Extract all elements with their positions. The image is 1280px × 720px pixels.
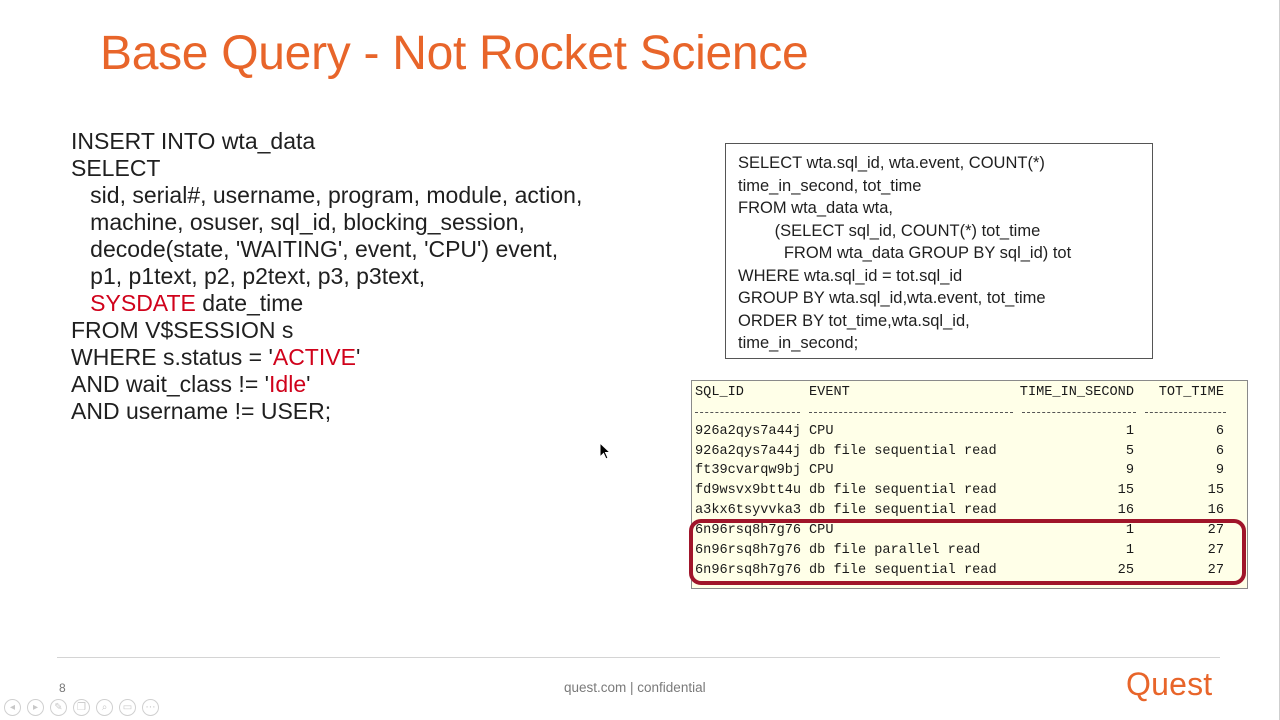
cell-sql-id: 6n96rsq8h7g76 [695, 543, 802, 558]
cell-time-in-second: 1 [1125, 543, 1134, 558]
copy-icon[interactable]: ❐ [73, 699, 90, 716]
query-fragment: date_time [195, 290, 304, 316]
cell-sql-id: 926a2qys7a44j [695, 424, 802, 439]
table-row [692, 461, 1247, 481]
footer-divider [57, 657, 1220, 658]
query-line [71, 290, 671, 317]
cell-time-in-second: 5 [1125, 444, 1134, 459]
slideshow-controls [4, 699, 159, 717]
quest-logo: Quest [1126, 666, 1213, 702]
query-fragment: WHERE s.status = ' [71, 344, 273, 370]
analysis-line: (SELECT sql_id, COUNT(*) tot_time [738, 221, 1041, 240]
separator-dash [809, 412, 1013, 413]
indent [71, 290, 90, 316]
query-line [71, 344, 671, 371]
cell-tot-time: 27 [1207, 543, 1224, 558]
analysis-line: time_in_second; [738, 334, 859, 352]
cell-time-in-second: 16 [1117, 503, 1134, 518]
footer-text: quest.com | confidential [564, 680, 706, 695]
cell-sql-id: a3kx6tsyvvka3 [695, 503, 802, 518]
analysis-line: FROM wta_data GROUP BY sql_id) tot [738, 244, 1072, 262]
page-number: 8 [59, 681, 66, 695]
prev-icon[interactable]: ◂ [4, 699, 21, 716]
cell-event: db file sequential read [809, 563, 997, 578]
cell-event: CPU [809, 523, 834, 538]
cell-time-in-second: 9 [1125, 463, 1134, 478]
query-line: INSERT INTO wta_data [71, 128, 316, 154]
analysis-line: FROM wta_data wta, [738, 199, 893, 217]
active-literal: ACTIVE [272, 344, 356, 370]
header-separator [692, 402, 1247, 422]
separator-dash [1145, 412, 1226, 413]
cell-event: CPU [809, 463, 834, 478]
cell-tot-time: 6 [1215, 424, 1224, 439]
idle-literal: Idle [269, 371, 307, 397]
cell-sql-id: ft39cvarqw9bj [695, 463, 802, 478]
cell-event: db file parallel read [809, 543, 981, 558]
column-header-tot-time: TOT_TIME [1158, 385, 1224, 400]
cell-sql-id: 926a2qys7a44j [695, 444, 802, 459]
sysdate-keyword: SYSDATE [90, 290, 196, 316]
query-line: decode(state, 'WAITING', event, 'CPU') event, [71, 236, 559, 262]
cell-time-in-second: 15 [1117, 483, 1134, 498]
table-row [692, 442, 1247, 462]
column-header-event: EVENT [809, 385, 850, 400]
cell-tot-time: 16 [1207, 503, 1224, 518]
cell-time-in-second: 1 [1125, 523, 1134, 538]
analysis-line: GROUP BY wta.sql_id,wta.event, tot_time [738, 289, 1046, 307]
analysis-line: ORDER BY tot_time,wta.sql_id, [738, 311, 970, 330]
query-fragment: ' [355, 344, 361, 370]
query-line [71, 371, 671, 398]
slides-icon[interactable]: ▭ [119, 699, 136, 716]
cell-tot-time: 27 [1207, 563, 1224, 578]
table-row [692, 501, 1247, 521]
column-header-sql-id: SQL_ID [695, 385, 744, 400]
cell-time-in-second: 1 [1125, 424, 1134, 439]
cell-time-in-second: 25 [1117, 563, 1134, 578]
column-header-time-in-second: TIME_IN_SECOND [1019, 385, 1134, 400]
zoom-icon[interactable]: ⌕ [96, 699, 113, 716]
separator-dash [1022, 412, 1136, 413]
slide-title: Base Query - Not Rocket Science [100, 27, 809, 80]
analysis-line: WHERE wta.sql_id = tot.sql_id [738, 266, 963, 285]
query-line: SELECT [71, 155, 161, 181]
cell-tot-time: 27 [1207, 523, 1224, 538]
table-header-row [692, 383, 1247, 403]
query-line: p1, p1text, p2, p2text, p3, p3text, [71, 263, 426, 289]
query-line: sid, serial#, username, program, module, action, [71, 182, 583, 208]
query-line: AND username != USER; [71, 398, 332, 424]
insert-query-text [71, 128, 671, 425]
table-row [692, 422, 1247, 442]
cell-tot-time: 9 [1215, 463, 1224, 478]
cell-sql-id: fd9wsvx9btt4u [695, 483, 802, 498]
analysis-query-box [725, 143, 1153, 359]
analysis-line: SELECT wta.sql_id, wta.event, COUNT(*) [738, 154, 1045, 172]
query-fragment: AND wait_class != ' [71, 371, 270, 397]
separator-dash [695, 412, 800, 413]
cell-sql-id: 6n96rsq8h7g76 [695, 523, 802, 538]
cell-event: db file sequential read [809, 483, 997, 498]
table-row [692, 481, 1247, 501]
more-icon[interactable]: ⋯ [142, 699, 159, 716]
cell-event: db file sequential read [809, 444, 997, 459]
query-line: FROM V$SESSION s [71, 317, 294, 343]
pen-icon[interactable]: ✎ [50, 699, 67, 716]
cell-sql-id: 6n96rsq8h7g76 [695, 563, 802, 578]
query-fragment: ' [306, 371, 311, 397]
analysis-line: time_in_second, tot_time [738, 176, 922, 195]
mouse-cursor-icon [599, 442, 611, 460]
cell-tot-time: 15 [1207, 483, 1224, 498]
cell-event: db file sequential read [809, 503, 997, 518]
query-line: machine, osuser, sql_id, blocking_session, [71, 209, 525, 235]
highlight-box [689, 519, 1246, 585]
cell-event: CPU [809, 424, 834, 439]
cell-tot-time: 6 [1215, 444, 1224, 459]
play-icon[interactable]: ▸ [27, 699, 44, 716]
